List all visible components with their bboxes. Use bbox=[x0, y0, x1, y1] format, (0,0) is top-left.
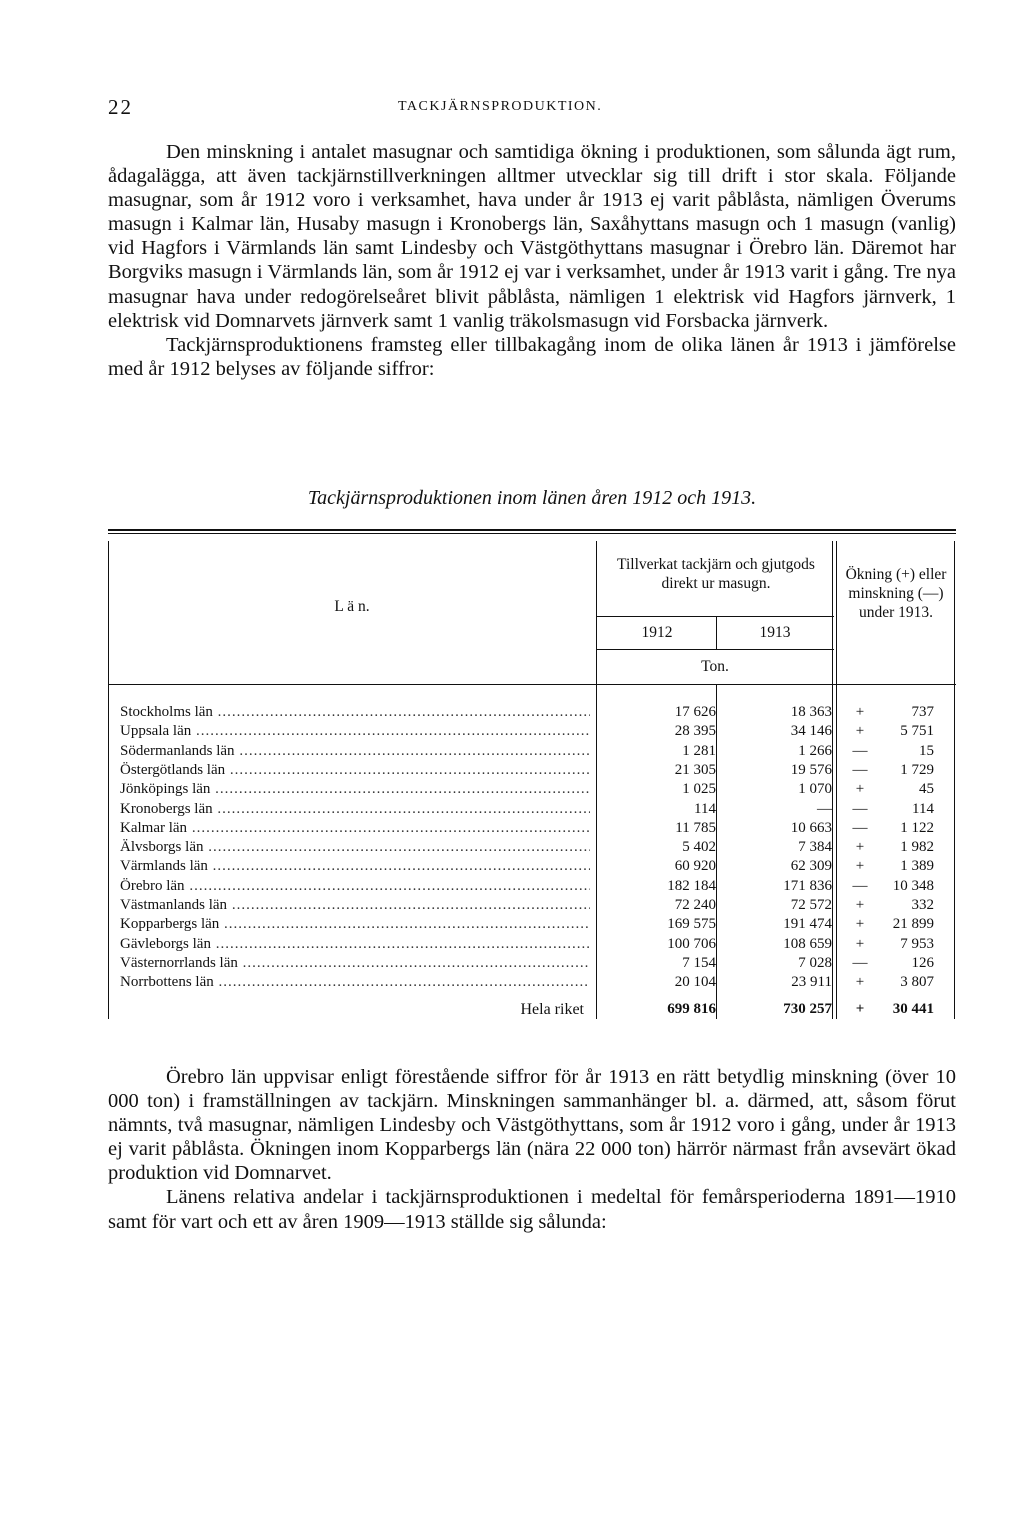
total-change: 30 441 bbox=[892, 1001, 934, 1017]
running-title: TACKJÄRNSPRODUKTION. bbox=[398, 99, 603, 114]
page-header bbox=[108, 95, 956, 119]
total-label: Hela riket bbox=[520, 1001, 584, 1018]
cell-lan: Västmanlands län ..... bbox=[120, 896, 590, 915]
cell-sign: + bbox=[855, 781, 865, 798]
cell-sign: + bbox=[855, 858, 865, 875]
table-row bbox=[108, 973, 956, 992]
cell-lan: Örebro län ..... bbox=[120, 877, 590, 896]
cell-1913: 10 663 bbox=[790, 819, 832, 836]
cell-sign: + bbox=[855, 723, 865, 740]
cell-change: 1 122 bbox=[900, 819, 934, 836]
cell-1912: 17 626 bbox=[674, 704, 716, 720]
cell-1913: 62 309 bbox=[790, 858, 832, 875]
table-caption: Tackjärnsproduktionen inom länen åren 1912 och 1913. bbox=[307, 487, 757, 509]
table-row bbox=[108, 703, 956, 722]
cell-sign: — bbox=[852, 877, 868, 894]
cell-1913: 191 474 bbox=[783, 916, 832, 933]
table-top-rule bbox=[108, 529, 956, 531]
cell-1912: 21 305 bbox=[674, 761, 716, 778]
cell-lan: Stockholms län ..... bbox=[120, 703, 590, 722]
header-lan: L ä n. bbox=[334, 598, 370, 615]
table-row bbox=[108, 761, 956, 780]
cell-sign: — bbox=[852, 819, 868, 836]
cell-1913: 108 659 bbox=[783, 935, 832, 952]
table-row bbox=[108, 838, 956, 857]
table-row bbox=[108, 722, 956, 741]
cell-1912: 169 575 bbox=[667, 916, 716, 933]
header-1913: 1913 bbox=[759, 624, 791, 641]
cell-lan: Värmlands län ..... bbox=[120, 857, 590, 876]
closing-text bbox=[108, 1065, 956, 1234]
total-row bbox=[108, 1000, 956, 1019]
cell-sign: — bbox=[852, 742, 868, 759]
cell-1912: 100 706 bbox=[667, 935, 716, 952]
table-row bbox=[108, 780, 956, 799]
cell-change: 1 982 bbox=[900, 839, 934, 856]
cell-lan: Kalmar län ..... bbox=[120, 819, 590, 838]
intro-text bbox=[108, 140, 956, 381]
table-row bbox=[108, 742, 956, 761]
cell-change: 10 348 bbox=[892, 877, 934, 894]
header-bottom-rule bbox=[108, 684, 956, 685]
table-row bbox=[108, 857, 956, 876]
cell-change: 332 bbox=[911, 897, 934, 913]
cell-1913: 7 028 bbox=[798, 954, 832, 971]
cell-sign: — bbox=[852, 761, 868, 778]
cell-lan: Södermanlands län ..... bbox=[120, 742, 590, 761]
cell-lan: Norrbottens län ..... bbox=[120, 973, 590, 992]
cell-change: 1 389 bbox=[900, 858, 934, 875]
cell-sign: + bbox=[855, 974, 865, 991]
year-split-rule bbox=[596, 616, 834, 617]
table-row bbox=[108, 915, 956, 934]
cell-change: 126 bbox=[911, 954, 934, 971]
cell-sign: + bbox=[855, 897, 865, 913]
table-row bbox=[108, 800, 956, 819]
cell-1913: 1 070 bbox=[798, 781, 832, 798]
production-table bbox=[108, 529, 956, 1019]
cell-1913: 23 911 bbox=[791, 974, 832, 991]
cell-change: 5 751 bbox=[900, 723, 934, 740]
cell-lan: Östergötlands län ..... bbox=[120, 761, 590, 780]
cell-lan: Kopparbergs län ..... bbox=[120, 915, 590, 934]
cell-change: 45 bbox=[919, 781, 934, 798]
cell-change: 1 729 bbox=[900, 761, 934, 778]
unit-rule bbox=[596, 649, 834, 650]
table-row bbox=[108, 935, 956, 954]
cell-1912: 60 920 bbox=[674, 858, 716, 875]
header-unit: Ton. bbox=[701, 658, 729, 675]
cell-lan: Västernorrlands län ..... bbox=[120, 954, 590, 973]
table-row bbox=[108, 819, 956, 838]
table-row bbox=[108, 954, 956, 973]
cell-1912: 1 025 bbox=[682, 781, 716, 798]
paragraph-relative-shares: Länens relativa andelar i tackjärnsproduktionen i medeltal för femårsperioderna 1891—1910 samt för vart och ett av åren 1909—1913 ställde sig sålunda: bbox=[108, 1186, 956, 1233]
header-group: Tillverkat tackjärn och gjutgods direkt ur masugn. bbox=[617, 556, 815, 592]
cell-lan: Jönköpings län ..... bbox=[120, 780, 590, 799]
cell-1912: 20 104 bbox=[674, 974, 716, 991]
cell-1912: 1 281 bbox=[682, 742, 716, 759]
cell-1912: 72 240 bbox=[674, 897, 716, 913]
cell-1913: 1 266 bbox=[798, 742, 832, 759]
cell-1913: 19 576 bbox=[790, 761, 832, 778]
table-row bbox=[108, 896, 956, 915]
paragraph-masugnar: Den minskning i antalet masugnar och samtidiga ökning i produktionen, som sålunda ägt rum, ådagalägga, att även tackjärnstillverkningen alltmer utvecklar sig till drift i stor skala. Följande masugnar, som år 1912 voro i verksamhet, hava under år 1913 ej varit påblåsta, nämligen Överums masugn i Kalmar län, Husaby masugn i Kronobergs län, Saxåhyttans masugn och 1 masugn (vanlig) vid Hagfors i Värmlands län samt Lindesby och Västgöthyttans masugnar i Örebro län. Däremot har Borgviks masugn i Värmlands län, som år 1912 ej var i verksamhet, under år 1913 varit i gång. Tre nya masugnar hava under redogörelseåret blivit påblåsta, nämligen 1 elektrisk vid Hagfors järnverk, 1 elektrisk vid Domnarvets järnverk samt 1 vanlig träkolsmasugn vid Forsbacka järnverk. bbox=[108, 141, 956, 332]
cell-1913: 72 572 bbox=[790, 897, 832, 913]
cell-lan: Kronobergs län ..... bbox=[120, 800, 590, 819]
cell-1912: 182 184 bbox=[667, 877, 716, 894]
header-1912: 1912 bbox=[641, 624, 673, 641]
cell-1913: 171 836 bbox=[783, 877, 832, 894]
cell-lan: Älvsborgs län ..... bbox=[120, 838, 590, 857]
cell-1912: 7 154 bbox=[682, 954, 716, 971]
cell-1912: 5 402 bbox=[682, 839, 716, 856]
cell-sign: + bbox=[855, 935, 865, 952]
cell-1913: 34 146 bbox=[790, 723, 832, 740]
paragraph-table-intro: Tackjärnsproduktionens framsteg eller tillbakagång inom de olika länen år 1913 i jämförelse med år 1912 belyses av följande siffror: bbox=[108, 333, 956, 380]
col-divider-year bbox=[716, 616, 717, 649]
cell-1912: 28 395 bbox=[674, 723, 716, 740]
cell-sign: + bbox=[855, 839, 865, 856]
cell-sign: + bbox=[855, 916, 865, 933]
cell-change: 3 807 bbox=[900, 974, 934, 991]
cell-change: 7 953 bbox=[900, 935, 934, 952]
cell-sign: — bbox=[852, 800, 868, 817]
cell-1913: 18 363 bbox=[790, 704, 832, 720]
page-number: 22 bbox=[108, 95, 133, 119]
total-1912: 699 816 bbox=[667, 1001, 716, 1017]
total-1913: 730 257 bbox=[783, 1001, 832, 1017]
cell-1912: 11 785 bbox=[675, 819, 716, 836]
cell-sign: + bbox=[855, 704, 865, 720]
cell-1912: 114 bbox=[694, 800, 716, 817]
cell-1913: — bbox=[817, 800, 832, 817]
cell-change: 15 bbox=[919, 742, 934, 759]
header-change: Ökning (+) eller minskning (—) under 1913. bbox=[845, 566, 947, 621]
cell-lan: Gävleborgs län ..... bbox=[120, 935, 590, 954]
table-row bbox=[108, 877, 956, 896]
cell-change: 737 bbox=[911, 704, 934, 720]
total-sign: + bbox=[855, 1001, 865, 1017]
cell-lan: Uppsala län ..... bbox=[120, 722, 590, 741]
paragraph-orebro: Örebro län uppvisar enligt förestående siffror för år 1913 en rätt betydlig minskning (över 10 000 ton) i framställningen av tackjärn. Minskningen sammanhänger bl. a. därmed, att, såsom förut nämnts, två masugnar, nämligen Lindesby och Västgöthyttans, som år 1912 voro i gång, under år 1913 ej varit påblåsta. Ökningen inom Kopparbergs län (nära 22 000 ton) härrör närmast från avsevärt ökad produktion vid Domnarvet. bbox=[108, 1066, 956, 1185]
cell-sign: — bbox=[852, 954, 868, 971]
cell-1913: 7 384 bbox=[798, 839, 832, 856]
table-top-rule-thin bbox=[108, 533, 956, 534]
cell-change: 21 899 bbox=[892, 916, 934, 933]
cell-change: 114 bbox=[912, 800, 934, 817]
